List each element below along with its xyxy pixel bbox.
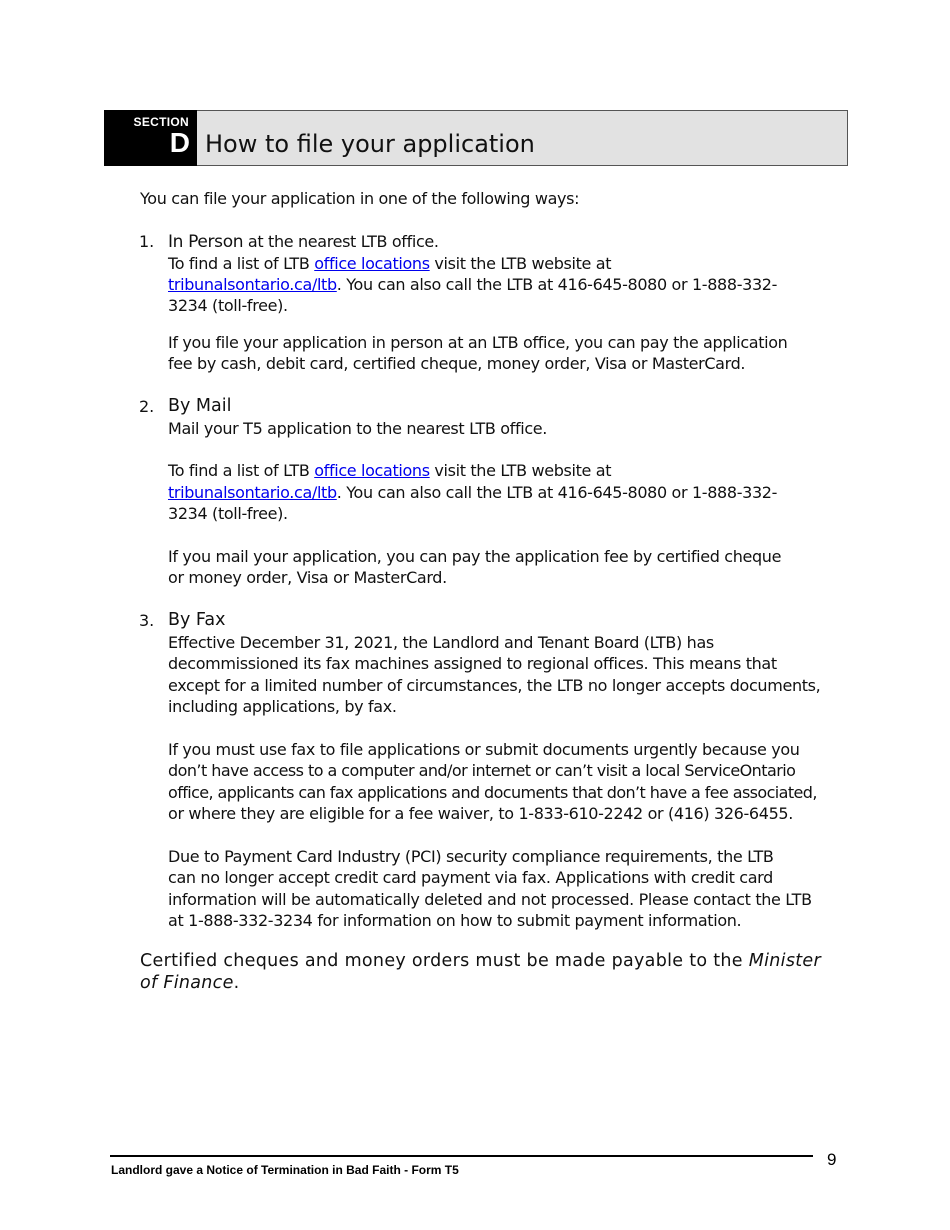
fax-paragraph-line: office, applicants can fax applications and documents that don’t have a fee associated, (168, 783, 817, 802)
footer-rule (110, 1155, 813, 1157)
website-line (168, 482, 777, 504)
tollfree-text: 3234 (toll-free). (168, 504, 288, 523)
fax-paragraph-line: If you must use fax to file applications or submit documents urgently because you (168, 740, 800, 759)
fax-paragraph-line: Effective December 31, 2021, the Landlord and Tenant Board (LTB) has (168, 633, 714, 652)
payment-line: If you file your application in person at an LTB office, you can pay the application (168, 333, 788, 352)
item-heading-line (168, 231, 439, 254)
payable-emphasis: Minister of Finance (140, 951, 821, 993)
website-line (168, 274, 777, 296)
find-prefix: To find a list of LTB (168, 461, 315, 480)
call-text: . You can also call the LTB at 416-645-8080 or 1-888-332- (336, 483, 778, 502)
section-letter: D (169, 127, 190, 158)
fax-paragraph-line: can no longer accept credit card payment via fax. Applications with credit card (168, 868, 773, 887)
payment-line: If you mail your application, you can pay the application fee by certified cheque (168, 547, 782, 566)
item-heading-suffix: at the nearest LTB office. (243, 232, 439, 251)
fax-paragraph-line: decommissioned its fax machines assigned to regional offices. This means that (168, 654, 777, 673)
payment-line: or money order, Visa or MasterCard. (168, 568, 447, 587)
section-header (104, 110, 848, 166)
item-number: 1. (139, 232, 155, 251)
fax-paragraph-line: don’t have access to a computer and/or internet or can’t visit a local ServiceOntario (168, 761, 796, 780)
footer-text: Landlord gave a Notice of Termination in Bad Faith - Form T5 (111, 1163, 459, 1177)
item-number: 3. (139, 611, 155, 630)
fax-paragraph-line: at 1-888-332-3234 for information on how to submit payment information. (168, 911, 742, 930)
find-suffix: visit the LTB website at (429, 254, 612, 273)
payment-line: fee by cash, debit card, certified cheque, money order, Visa or MasterCard. (168, 354, 746, 373)
find-prefix: To find a list of LTB (168, 254, 315, 273)
fax-paragraph-line: information will be automatically deleted and not processed. Please contact the LTB (168, 890, 812, 909)
payable-note (140, 950, 840, 994)
tollfree-text: 3234 (toll-free). (168, 296, 288, 315)
find-locations-line (168, 253, 611, 275)
intro-text: You can file your application in one of the following ways: (140, 189, 580, 208)
call-text: . You can also call the LTB at 416-645-8080 or 1-888-332- (336, 275, 778, 294)
office-locations-link[interactable]: office locations (314, 254, 430, 273)
item-heading: By Fax (168, 610, 226, 630)
payable-suffix: . (233, 973, 240, 993)
find-locations-line (168, 460, 611, 482)
page-number: 9 (827, 1150, 837, 1169)
mail-line: Mail your T5 application to the nearest LTB office. (168, 419, 548, 438)
fax-paragraph-line: except for a limited number of circumstances, the LTB no longer accepts documents, (168, 676, 821, 695)
item-heading: In Person (168, 232, 244, 252)
fax-paragraph-line: including applications, by fax. (168, 697, 397, 716)
item-number: 2. (139, 397, 155, 416)
section-title: How to file your application (205, 130, 535, 158)
website-link[interactable]: tribunalsontario.ca/ltb (168, 483, 337, 502)
fax-paragraph-line: Due to Payment Card Industry (PCI) security compliance requirements, the LTB (168, 847, 774, 866)
fax-paragraph-line: or where they are eligible for a fee waiver, to 1-833-610-2242 or (416) 326-6455. (168, 804, 793, 823)
section-title-bar (197, 110, 848, 166)
office-locations-link[interactable]: office locations (314, 461, 430, 480)
payable-prefix: Certified cheques and money orders must be made payable to the (140, 951, 749, 971)
find-suffix: visit the LTB website at (429, 461, 612, 480)
item-heading: By Mail (168, 396, 232, 416)
section-label: SECTION (133, 115, 189, 129)
website-link[interactable]: tribunalsontario.ca/ltb (168, 275, 337, 294)
section-badge (104, 110, 197, 166)
